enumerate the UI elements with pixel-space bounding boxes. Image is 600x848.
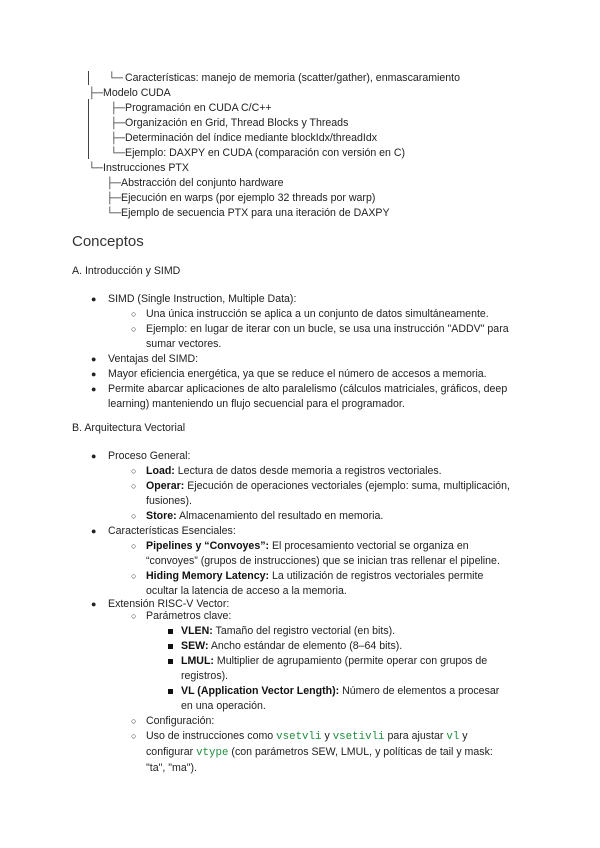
term: SEW: (181, 640, 209, 652)
list-item-cont: sumar vectores. (146, 338, 222, 350)
tree-connector: ├─ (110, 132, 126, 144)
tree-connector: └─ (106, 207, 122, 219)
tree-item: Ejecución en warps (por ejemplo 32 threads por warp) (121, 192, 376, 204)
tree-item: Modelo CUDA (103, 87, 171, 99)
tree-item: Instrucciones PTX (103, 162, 189, 174)
square-bullet-icon (168, 659, 173, 664)
tree-item: Ejemplo: DAXPY en CUDA (comparación con versión en C) (125, 147, 406, 159)
list-item (181, 654, 487, 668)
tree-connector: └─ (88, 162, 104, 174)
tree-item: Determinación del índice mediante blockIdx/threadIdx (125, 132, 378, 144)
list-item: Características Esenciales: (108, 525, 236, 537)
tree-item: Programación en CUDA C/C++ (125, 102, 272, 114)
list-item: SIMD (Single Instruction, Multiple Data): (108, 293, 297, 305)
term: Load: (146, 465, 175, 477)
text: Uso de instrucciones como (146, 730, 277, 742)
list-item-cont: "ta", "ma"). (146, 762, 197, 774)
bullet-icon: ● (91, 599, 97, 609)
list-item (146, 464, 442, 478)
term: Pipelines y “Convoyes”: (146, 540, 270, 552)
list-item-cont: “convoyes” (grupos de instrucciones) que se inician tras rellenar el pipeline. (146, 555, 500, 567)
circle-bullet-icon: ○ (131, 541, 137, 551)
list-item-cont: en una operación. (181, 700, 266, 712)
tree-item: Abstracción del conjunto hardware (121, 177, 284, 189)
term: LMUL: (181, 655, 214, 667)
circle-bullet-icon: ○ (131, 611, 137, 621)
list-item: Mayor eficiencia energética, ya que se reduce el número de accesos a memoria. (108, 368, 487, 380)
circle-bullet-icon: ○ (131, 731, 137, 741)
text: y (321, 730, 333, 742)
code-vtype: vtype (196, 747, 229, 759)
bullet-icon: ● (91, 526, 97, 536)
desc: Ejecución de operaciones vectoriales (ejemplo: suma, multiplicación, (184, 480, 510, 492)
tree-item: Organización en Grid, Thread Blocks y Threads (125, 117, 349, 129)
list-item (146, 569, 483, 583)
heading-b: B. Arquitectura Vectorial (72, 422, 186, 434)
text: configurar (146, 746, 197, 758)
list-item (146, 479, 510, 493)
term: Operar: (146, 480, 185, 492)
list-item-cont: fusiones). (146, 495, 192, 507)
circle-bullet-icon: ○ (131, 309, 137, 319)
heading-a: A. Introducción y SIMD (72, 265, 181, 277)
list-item (146, 509, 383, 523)
list-item: Permite abarcar aplicaciones de alto paralelismo (cálculos matriciales, gráficos, deep (108, 383, 508, 395)
list-item (146, 729, 468, 744)
tree-pipe (88, 99, 89, 159)
tree-connector: └─ (108, 72, 124, 84)
tree-item: Características: manejo de memoria (scatter/gather), enmascaramiento (125, 72, 461, 84)
tree-connector: ├─ (88, 87, 104, 99)
tree-connector: ├─ (110, 117, 126, 129)
list-item: Configuración: (146, 715, 215, 727)
tree-connector: ├─ (106, 192, 122, 204)
bullet-icon: ● (91, 451, 97, 461)
desc: Lectura de datos desde memoria a registros vectoriales. (174, 465, 442, 477)
desc: La utilización de registros vectoriales permite (269, 570, 484, 582)
list-item: Proceso General: (108, 450, 191, 462)
desc: Ancho estándar de elemento (8–64 bits). (208, 640, 403, 652)
section-title: Conceptos (72, 233, 144, 250)
code-vsetivli: vsetivli (332, 731, 385, 743)
desc: Almacenamiento del resultado en memoria. (176, 510, 384, 522)
list-item: Extensión RISC-V Vector: (108, 598, 230, 610)
circle-bullet-icon: ○ (131, 716, 137, 726)
tree-pipe (88, 71, 89, 85)
desc: Tamaño del registro vectorial (en bits). (212, 625, 396, 637)
desc: Multiplier de agrupamiento (permite operar con grupos de (213, 655, 488, 667)
bullet-icon: ● (91, 294, 97, 304)
term: VL (Application Vector Length): (181, 685, 340, 697)
term: Store: (146, 510, 177, 522)
tree-item: Ejemplo de secuencia PTX para una iteración de DAXPY (121, 207, 390, 219)
text: y (459, 730, 468, 742)
term: VLEN: (181, 625, 213, 637)
list-item: Ejemplo: en lugar de iterar con un bucle, se usa una instrucción "ADDV" para (146, 323, 509, 335)
text: para ajustar (384, 730, 447, 742)
list-item: Una única instrucción se aplica a un conjunto de datos simultáneamente. (146, 308, 489, 320)
list-item: Ventajas del SIMD: (108, 353, 199, 365)
square-bullet-icon (168, 629, 173, 634)
bullet-icon: ● (91, 354, 97, 364)
list-item-cont: ocultar la latencia de acceso a la memoria. (146, 585, 347, 597)
list-item-cont (146, 745, 493, 760)
text: (con parámetros SEW, LMUL, y políticas de tail y mask: (228, 746, 493, 758)
circle-bullet-icon: ○ (131, 571, 137, 581)
list-item (181, 624, 395, 638)
list-item (181, 684, 499, 698)
circle-bullet-icon: ○ (131, 481, 137, 491)
circle-bullet-icon: ○ (131, 466, 137, 476)
tree-connector: └─ (110, 147, 126, 159)
term: Hiding Memory Latency: (146, 570, 270, 582)
desc: El procesamiento vectorial se organiza en (269, 540, 469, 552)
square-bullet-icon (168, 689, 173, 694)
circle-bullet-icon: ○ (131, 324, 137, 334)
tree-connector: ├─ (110, 102, 126, 114)
list-item-cont: registros). (181, 670, 229, 682)
tree-connector: ├─ (106, 177, 122, 189)
list-item (181, 639, 402, 653)
desc: Número de elementos a procesar (339, 685, 500, 697)
bullet-icon: ● (91, 384, 97, 394)
code-vl: vl (446, 731, 460, 743)
bullet-icon: ● (91, 369, 97, 379)
list-item: Parámetros clave: (146, 610, 232, 622)
list-item (146, 539, 469, 553)
circle-bullet-icon: ○ (131, 511, 137, 521)
code-vsetvli: vsetvli (276, 731, 322, 743)
square-bullet-icon (168, 644, 173, 649)
list-item-cont: learning) manteniendo un flujo secuencial para el programador. (108, 398, 405, 410)
